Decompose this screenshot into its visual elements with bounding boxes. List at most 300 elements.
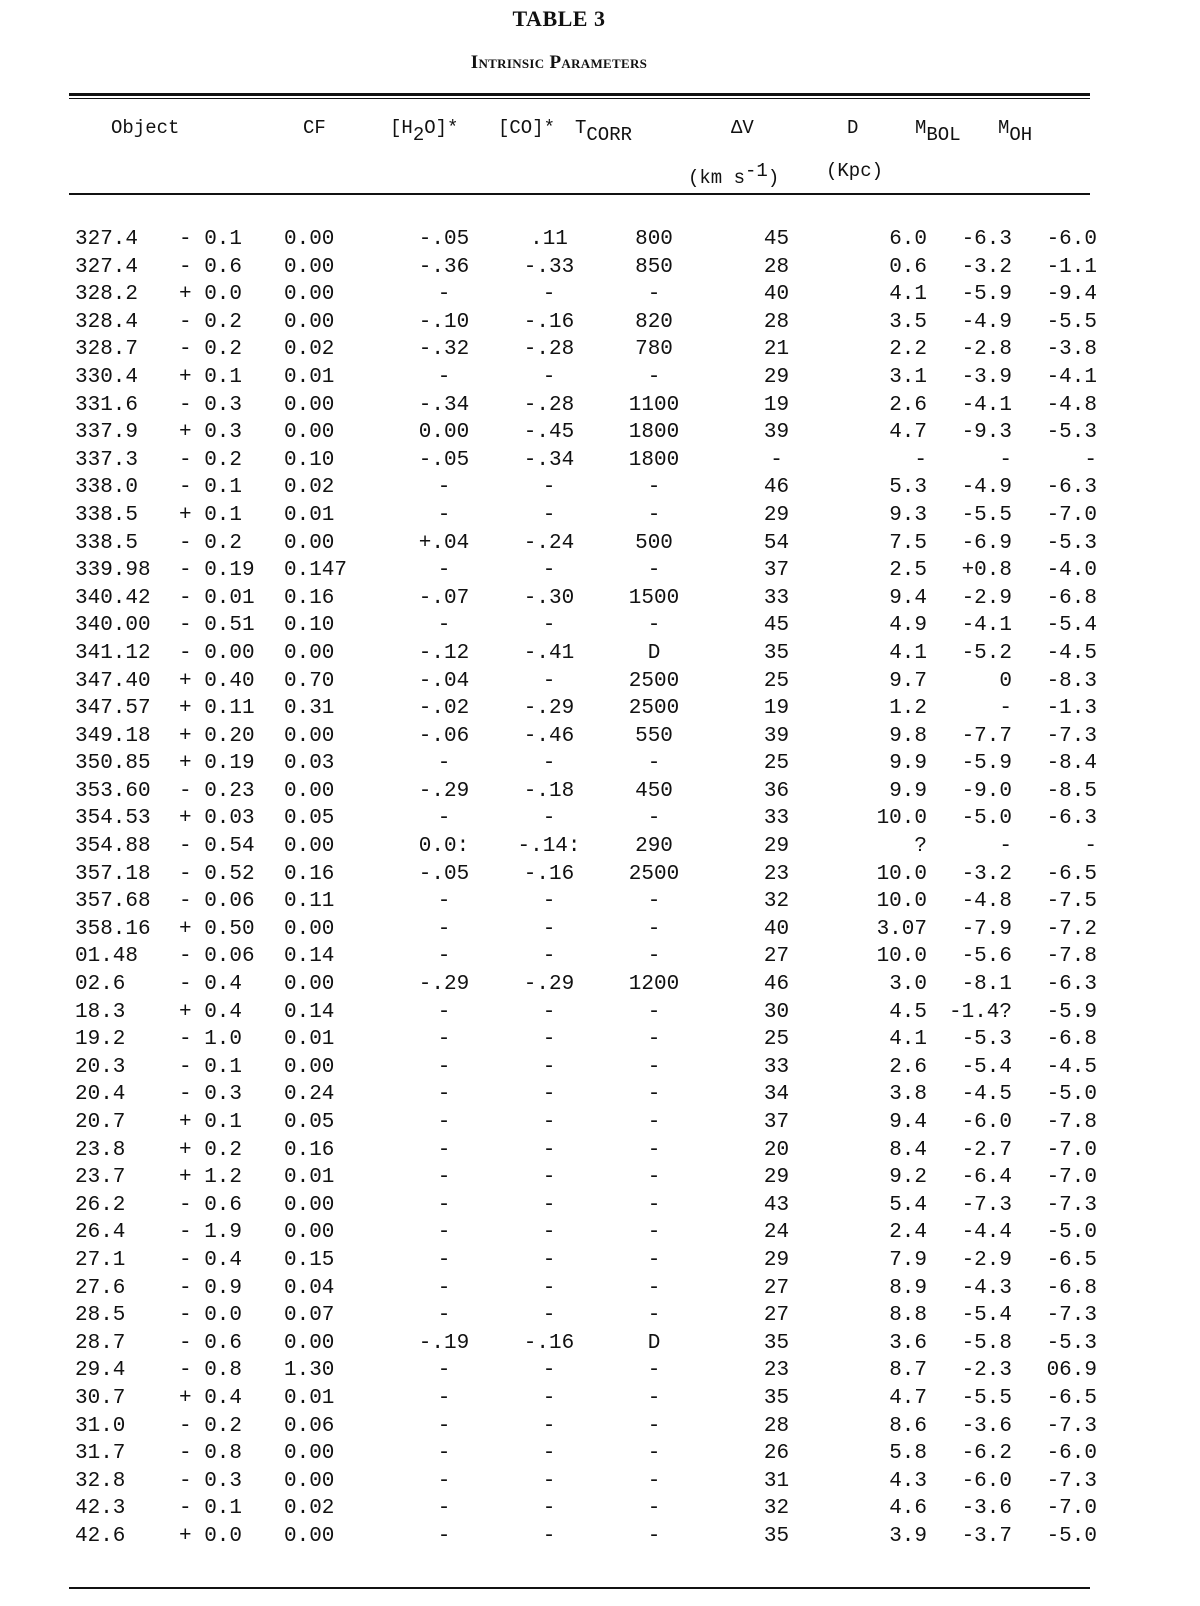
- tcorr-value: -: [647, 614, 661, 638]
- distance-value: 4.9: [889, 614, 927, 638]
- object-latitude: + 0.03: [179, 807, 255, 831]
- co-value: -: [542, 1497, 556, 1521]
- object-latitude: - 1.0: [179, 1028, 243, 1052]
- object-longitude: 358.16: [75, 917, 151, 941]
- header-rule: [69, 193, 1090, 195]
- table-row: [69, 474, 1097, 502]
- object-latitude: - 1.9: [179, 1221, 243, 1245]
- delta-v-value: 37: [763, 559, 790, 583]
- h2o-value: -: [437, 1166, 451, 1190]
- object-latitude: - 0.1: [179, 228, 243, 251]
- co-value: -.29: [523, 697, 575, 721]
- co-value: -: [542, 1359, 556, 1383]
- tcorr-value: -: [647, 807, 661, 831]
- distance-value: 9.9: [889, 779, 927, 803]
- moh-value: -7.3: [1046, 724, 1097, 748]
- tcorr-value: -: [647, 1111, 661, 1134]
- table-row: [69, 254, 1097, 282]
- co-value: -: [542, 1028, 556, 1052]
- h2o-value: -: [437, 1469, 451, 1493]
- h2o-value: -: [437, 1000, 451, 1024]
- co-value: -: [542, 1304, 556, 1328]
- object-longitude: 338.5: [75, 531, 139, 555]
- cf-value: 0.01: [284, 503, 335, 527]
- h2o-value: +.04: [418, 531, 470, 555]
- delta-v-value: 30: [763, 1000, 790, 1024]
- moh-value: -1.3: [1046, 697, 1097, 721]
- table-row: [69, 392, 1097, 420]
- moh-value: -5.4: [1046, 614, 1097, 638]
- table-row: [69, 309, 1097, 337]
- h2o-value: -: [437, 283, 451, 307]
- co-value: -: [542, 1111, 556, 1134]
- delta-v-value: 28: [763, 310, 790, 334]
- cf-value: 0.00: [284, 835, 335, 859]
- co-value: -.29: [523, 973, 575, 997]
- mbol-value: -5.0: [961, 807, 1012, 831]
- object-longitude: 29.4: [75, 1359, 126, 1383]
- object-latitude: + 0.1: [179, 365, 243, 389]
- co-value: -: [542, 669, 556, 693]
- h2o-value: 0.00: [418, 421, 470, 445]
- co-value: -: [542, 1000, 556, 1024]
- top-rule: [69, 93, 1090, 96]
- header-tcorr: $T_{CORR}$: [575, 117, 633, 146]
- distance-value: 3.07: [876, 917, 927, 941]
- moh-value: -7.8: [1046, 945, 1097, 969]
- distance-value: 2.6: [889, 1055, 927, 1079]
- tcorr-value: 820: [635, 310, 673, 334]
- object-latitude: + 0.11: [179, 697, 255, 721]
- distance-value: ?: [914, 835, 927, 859]
- distance-value: 2.2: [889, 338, 927, 362]
- tcorr-value: 2500: [628, 669, 680, 693]
- delta-v-value: 31: [763, 1469, 790, 1493]
- cf-value: 0.14: [284, 1000, 335, 1024]
- moh-value: -7.0: [1046, 503, 1097, 527]
- moh-value: -6.5: [1046, 862, 1097, 886]
- mbol-value: -4.3: [961, 1276, 1012, 1300]
- cf-value: 0.04: [284, 1276, 335, 1300]
- table-row: [69, 943, 1097, 971]
- object-longitude: 20.7: [75, 1111, 126, 1134]
- tcorr-value: -: [647, 1414, 661, 1438]
- h2o-value: -.05: [418, 448, 470, 472]
- distance-value: 9.4: [889, 586, 927, 610]
- table-row: [69, 1495, 1097, 1523]
- co-value: -: [542, 1442, 556, 1466]
- cf-value: 0.10: [284, 448, 335, 472]
- mbol-value: 0: [999, 669, 1012, 693]
- delta-v-value: 23: [763, 862, 790, 886]
- distance-value: 10.0: [876, 862, 927, 886]
- tcorr-value: 500: [635, 531, 673, 555]
- moh-value: -1.1: [1046, 255, 1097, 279]
- object-latitude: - 0.0: [179, 1304, 243, 1328]
- tcorr-value: 1200: [628, 973, 680, 997]
- distance-value: 0.6: [889, 255, 927, 279]
- h2o-value: -: [437, 945, 451, 969]
- cf-value: 0.02: [284, 338, 335, 362]
- distance-value: 4.1: [889, 641, 927, 665]
- distance-value: 9.2: [889, 1166, 927, 1190]
- mbol-value: -1.4?: [948, 1000, 1012, 1024]
- moh-value: -6.8: [1046, 586, 1097, 610]
- tcorr-value: -: [647, 1276, 661, 1300]
- table-row: [69, 999, 1097, 1027]
- tcorr-value: -: [647, 1497, 661, 1521]
- cf-value: 0.01: [284, 1386, 335, 1410]
- co-value: -: [542, 476, 556, 500]
- object-longitude: 28.5: [75, 1304, 126, 1328]
- table-row: [69, 778, 1097, 806]
- distance-value: 4.6: [889, 1497, 927, 1521]
- object-latitude: + 0.4: [179, 1386, 243, 1410]
- mbol-value: -4.4: [961, 1221, 1012, 1245]
- cf-value: 0.00: [284, 973, 335, 997]
- cf-value: 0.00: [284, 1524, 335, 1548]
- object-longitude: 328.4: [75, 310, 139, 334]
- distance-value: 8.9: [889, 1276, 927, 1300]
- distance-value: 9.4: [889, 1111, 927, 1134]
- delta-v-value: 33: [763, 807, 790, 831]
- co-value: -: [542, 945, 556, 969]
- cf-value: 0.10: [284, 614, 335, 638]
- h2o-value: -: [437, 1276, 451, 1300]
- object-longitude: 23.7: [75, 1166, 126, 1190]
- mbol-value: -6.4: [961, 1166, 1012, 1190]
- co-value: -: [542, 807, 556, 831]
- co-value: -.16: [523, 310, 575, 334]
- moh-value: -4.1: [1046, 365, 1097, 389]
- h2o-value: -: [437, 917, 451, 941]
- tcorr-value: -: [647, 1221, 661, 1245]
- object-latitude: - 0.8: [179, 1442, 243, 1466]
- co-value: -.34: [523, 448, 575, 472]
- object-longitude: 01.48: [75, 945, 139, 969]
- table-row: [69, 612, 1097, 640]
- tcorr-value: -: [647, 1083, 661, 1107]
- header-moh: $M_{OH}$: [998, 117, 1033, 146]
- distance-value: 10.0: [876, 945, 927, 969]
- delta-v-value: 43: [763, 1193, 790, 1217]
- object-latitude: - 0.4: [179, 1248, 243, 1272]
- co-value: -: [542, 614, 556, 638]
- object-longitude: 42.6: [75, 1524, 126, 1548]
- tcorr-value: -: [647, 1359, 661, 1383]
- table-row: [69, 971, 1097, 999]
- co-value: -: [542, 1193, 556, 1217]
- co-value: -.28: [523, 338, 575, 362]
- h2o-value: -: [437, 1386, 451, 1410]
- tcorr-value: -: [647, 559, 661, 583]
- delta-v-value: 34: [763, 1083, 790, 1107]
- co-value: -: [542, 283, 556, 307]
- mbol-value: -8.1: [961, 973, 1012, 997]
- cf-value: 0.00: [284, 310, 335, 334]
- object-longitude: 354.88: [75, 835, 151, 859]
- object-latitude: + 0.0: [179, 283, 243, 307]
- h2o-value: -: [437, 1111, 451, 1134]
- table-row: [69, 861, 1097, 889]
- co-value: -: [542, 1083, 556, 1107]
- co-value: -: [542, 503, 556, 527]
- tcorr-value: 780: [635, 338, 673, 362]
- object-latitude: - 0.6: [179, 1193, 243, 1217]
- table-row: [69, 1054, 1097, 1082]
- delta-v-value: 40: [763, 917, 790, 941]
- h2o-value: -: [437, 1359, 451, 1383]
- table-row: [69, 695, 1097, 723]
- h2o-value: -: [437, 1193, 451, 1217]
- object-latitude: - 0.2: [179, 531, 243, 555]
- table-subtitle: Intrinsic Parameters: [470, 52, 648, 73]
- moh-value: -6.3: [1046, 807, 1097, 831]
- object-latitude: - 0.51: [179, 614, 255, 638]
- h2o-value: -: [437, 559, 451, 583]
- table-row: [69, 226, 1097, 254]
- object-latitude: - 0.54: [179, 835, 255, 859]
- moh-value: -7.5: [1046, 890, 1097, 914]
- delta-v-value: 45: [763, 614, 790, 638]
- mbol-value: -4.9: [961, 476, 1012, 500]
- cf-value: 0.05: [284, 807, 335, 831]
- object-latitude: + 0.0: [179, 1524, 243, 1548]
- object-latitude: - 0.3: [179, 1469, 243, 1493]
- object-latitude: - 0.06: [179, 890, 255, 914]
- tcorr-value: D: [647, 1331, 661, 1355]
- object-longitude: 328.2: [75, 283, 139, 307]
- table-row: [69, 447, 1097, 475]
- moh-value: -5.0: [1046, 1524, 1097, 1548]
- mbol-value: -9.3: [961, 421, 1012, 445]
- mbol-value: -2.7: [961, 1138, 1012, 1162]
- table-row: [69, 1192, 1097, 1220]
- h2o-value: -.02: [418, 697, 470, 721]
- moh-value: -7.8: [1046, 1111, 1097, 1134]
- bottom-rule: [69, 1587, 1090, 1589]
- tcorr-value: -: [647, 1248, 661, 1272]
- h2o-value: -.06: [418, 724, 470, 748]
- moh-value: -5.3: [1046, 531, 1097, 555]
- h2o-value: -: [437, 1304, 451, 1328]
- object-longitude: 340.00: [75, 614, 151, 638]
- moh-value: -6.3: [1046, 476, 1097, 500]
- moh-value: -6.0: [1046, 228, 1097, 251]
- object-longitude: 328.7: [75, 338, 139, 362]
- table-row: [69, 585, 1097, 613]
- cf-value: 0.24: [284, 1083, 335, 1107]
- delta-v-value: 35: [763, 1331, 790, 1355]
- mbol-value: -7.9: [961, 917, 1012, 941]
- object-latitude: - 0.9: [179, 1276, 243, 1300]
- distance-value: 8.8: [889, 1304, 927, 1328]
- delta-v-value: 36: [763, 779, 790, 803]
- moh-value: -9.4: [1046, 283, 1097, 307]
- cf-value: 0.00: [284, 283, 335, 307]
- distance-value: 10.0: [876, 807, 927, 831]
- mbol-value: -5.3: [961, 1028, 1012, 1052]
- moh-value: -4.8: [1046, 393, 1097, 417]
- top-rule-thin: [69, 98, 1090, 99]
- table-row: [69, 1302, 1097, 1330]
- object-latitude: - 0.2: [179, 448, 243, 472]
- co-value: -: [542, 1248, 556, 1272]
- table-row: [69, 364, 1097, 392]
- cf-value: 0.16: [284, 586, 335, 610]
- h2o-value: -.07: [418, 586, 470, 610]
- co-value: -: [542, 1469, 556, 1493]
- mbol-value: -7.7: [961, 724, 1012, 748]
- cf-value: 0.01: [284, 1166, 335, 1190]
- tcorr-value: 850: [635, 255, 673, 279]
- distance-value: 9.8: [889, 724, 927, 748]
- tcorr-value: 450: [635, 779, 673, 803]
- h2o-value: -: [437, 1055, 451, 1079]
- header-h2o: $[H_2O]*$: [390, 117, 459, 146]
- object-longitude: 32.8: [75, 1469, 126, 1493]
- tcorr-value: 1800: [628, 421, 680, 445]
- distance-value: 3.9: [889, 1524, 927, 1548]
- tcorr-value: -: [647, 1055, 661, 1079]
- mbol-value: -: [999, 697, 1012, 721]
- moh-value: -7.3: [1046, 1414, 1097, 1438]
- co-value: -: [542, 1524, 556, 1548]
- mbol-value: -6.0: [961, 1469, 1012, 1493]
- mbol-value: -5.6: [961, 945, 1012, 969]
- distance-value: 9.3: [889, 503, 927, 527]
- h2o-value: -: [437, 1524, 451, 1548]
- distance-value: 2.5: [889, 559, 927, 583]
- header-distance-unit: (Kpc): [826, 160, 884, 182]
- object-longitude: 31.0: [75, 1414, 126, 1438]
- h2o-value: -: [437, 1248, 451, 1272]
- delta-v-value: 39: [763, 724, 790, 748]
- tcorr-value: 800: [635, 228, 673, 251]
- cf-value: 0.00: [284, 1221, 335, 1245]
- mbol-value: -2.8: [961, 338, 1012, 362]
- distance-value: 8.6: [889, 1414, 927, 1438]
- header-delta-v: ΔV: [731, 117, 754, 139]
- delta-v-value: 46: [763, 476, 790, 500]
- h2o-value: -.34: [418, 393, 470, 417]
- h2o-value: -.04: [418, 669, 470, 693]
- tcorr-value: 1500: [628, 586, 680, 610]
- object-latitude: + 0.2: [179, 1138, 243, 1162]
- object-latitude: - 0.1: [179, 1055, 243, 1079]
- mbol-value: -: [999, 448, 1012, 472]
- cf-value: 0.00: [284, 641, 335, 665]
- mbol-value: -5.4: [961, 1304, 1012, 1328]
- distance-value: 5.4: [889, 1193, 927, 1217]
- object-latitude: - 0.2: [179, 310, 243, 334]
- distance-value: 1.2: [889, 697, 927, 721]
- co-value: -.45: [523, 421, 575, 445]
- moh-value: -7.0: [1046, 1166, 1097, 1190]
- cf-value: 0.15: [284, 1248, 335, 1272]
- delta-v-value: 28: [763, 1414, 790, 1438]
- table-row: [69, 1026, 1097, 1054]
- mbol-value: -3.6: [961, 1497, 1012, 1521]
- object-longitude: 26.2: [75, 1193, 126, 1217]
- tcorr-value: 550: [635, 724, 673, 748]
- mbol-value: -4.5: [961, 1083, 1012, 1107]
- mbol-value: -7.3: [961, 1193, 1012, 1217]
- mbol-value: -2.3: [961, 1359, 1012, 1383]
- tcorr-value: D: [647, 641, 661, 665]
- object-longitude: 27.1: [75, 1248, 126, 1272]
- distance-value: 4.7: [889, 1386, 927, 1410]
- co-value: -.16: [523, 862, 575, 886]
- mbol-value: -6.0: [961, 1111, 1012, 1134]
- object-longitude: 20.3: [75, 1055, 126, 1079]
- mbol-value: -3.9: [961, 365, 1012, 389]
- table-row: [69, 1109, 1097, 1137]
- tcorr-value: 1800: [628, 448, 680, 472]
- table-row: [69, 1440, 1097, 1468]
- object-longitude: 30.7: [75, 1386, 126, 1410]
- table-row: [69, 1275, 1097, 1303]
- object-latitude: - 0.8: [179, 1359, 243, 1383]
- co-value: -: [542, 1138, 556, 1162]
- object-latitude: - 0.00: [179, 641, 255, 665]
- delta-v-value: 35: [763, 1524, 790, 1548]
- tcorr-value: 2500: [628, 697, 680, 721]
- distance-value: 4.7: [889, 421, 927, 445]
- distance-value: 5.3: [889, 476, 927, 500]
- cf-value: 0.00: [284, 917, 335, 941]
- mbol-value: -5.9: [961, 283, 1012, 307]
- h2o-value: -: [437, 1414, 451, 1438]
- delta-v-value: 27: [763, 945, 790, 969]
- delta-v-value: 29: [763, 503, 790, 527]
- delta-v-value: 32: [763, 1497, 790, 1521]
- co-value: -: [542, 365, 556, 389]
- cf-value: 0.00: [284, 779, 335, 803]
- delta-v-value: 32: [763, 890, 790, 914]
- moh-value: -5.0: [1046, 1083, 1097, 1107]
- object-latitude: - 0.23: [179, 779, 255, 803]
- h2o-value: -: [437, 1497, 451, 1521]
- table-row: [69, 1330, 1097, 1358]
- h2o-value: -: [437, 1138, 451, 1162]
- distance-value: 8.7: [889, 1359, 927, 1383]
- delta-v-value: 46: [763, 973, 790, 997]
- tcorr-value: -: [647, 752, 661, 776]
- tcorr-value: -: [647, 1028, 661, 1052]
- cf-value: 1.30: [284, 1359, 335, 1383]
- delta-v-value: 35: [763, 1386, 790, 1410]
- tcorr-value: 1100: [628, 393, 680, 417]
- co-value: -: [542, 1414, 556, 1438]
- object-latitude: - 0.3: [179, 393, 243, 417]
- co-value: .11: [530, 228, 568, 251]
- moh-value: -5.0: [1046, 1221, 1097, 1245]
- header-object: Object: [111, 117, 180, 139]
- tcorr-value: -: [647, 1000, 661, 1024]
- cf-value: 0.31: [284, 697, 335, 721]
- co-value: -: [542, 1166, 556, 1190]
- delta-v-value: 19: [763, 393, 790, 417]
- co-value: -: [542, 559, 556, 583]
- object-longitude: 327.4: [75, 228, 139, 251]
- moh-value: -8.4: [1046, 752, 1097, 776]
- table-row: [69, 723, 1097, 751]
- distance-value: -: [914, 448, 927, 472]
- moh-value: -7.3: [1046, 1469, 1097, 1493]
- cf-value: 0.00: [284, 1055, 335, 1079]
- h2o-value: -: [437, 1442, 451, 1466]
